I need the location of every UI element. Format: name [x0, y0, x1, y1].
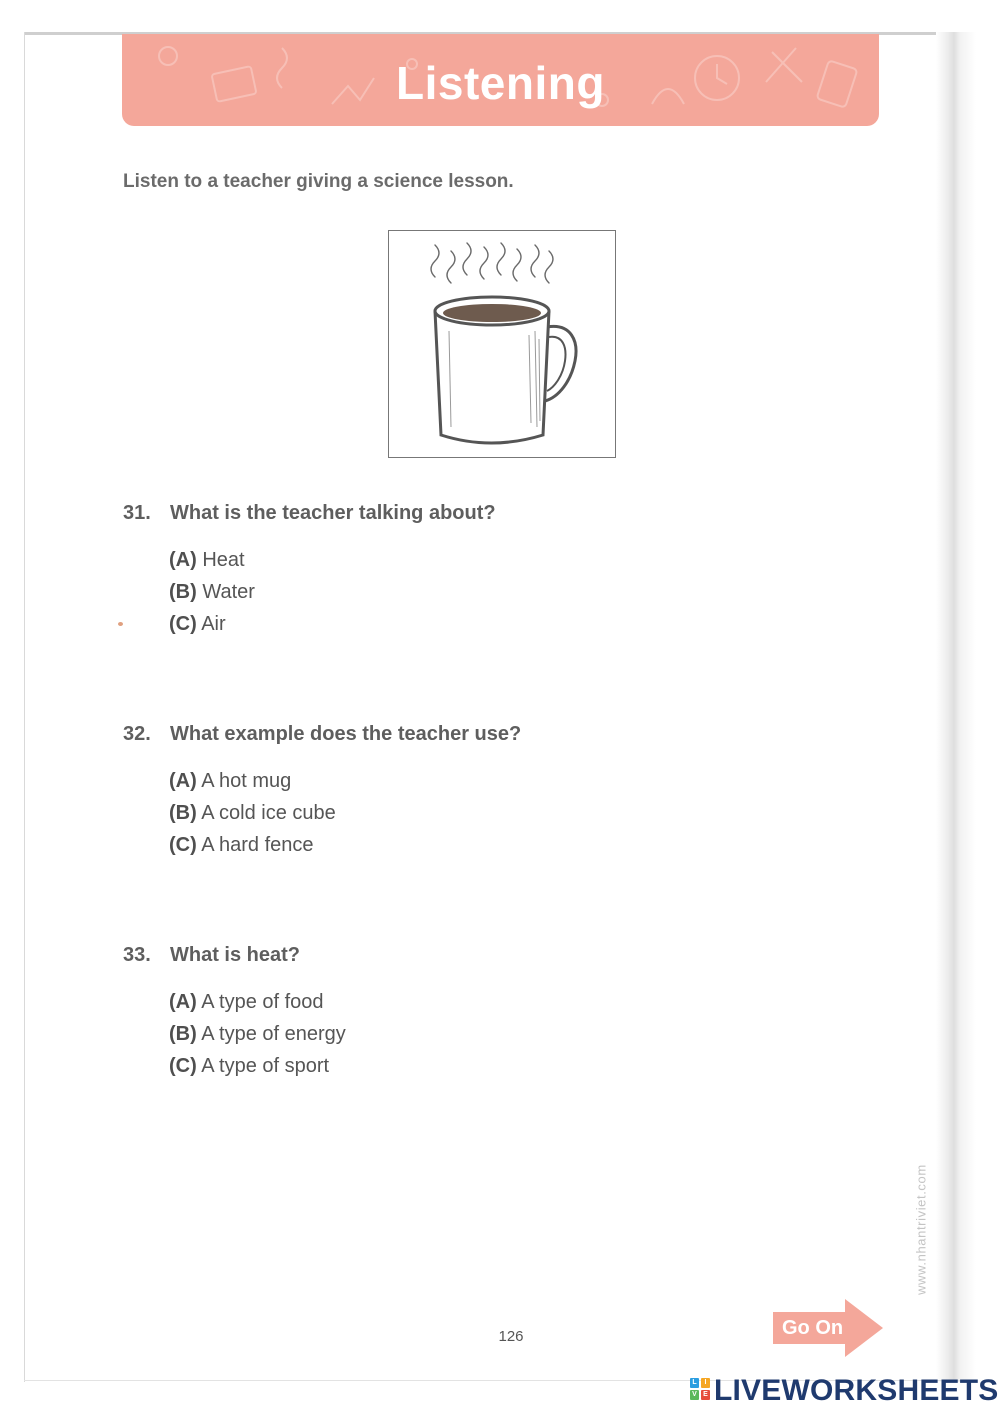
option-letter: (A)	[169, 991, 197, 1013]
option-text: Water	[202, 581, 255, 603]
question-32	[123, 723, 823, 865]
picture-frame	[388, 230, 616, 458]
option-text: A type of energy	[201, 1023, 346, 1045]
answer-option-c[interactable]	[169, 833, 823, 865]
option-text: A type of food	[201, 991, 324, 1013]
page-title: Listening	[396, 57, 605, 109]
answer-options	[169, 548, 823, 644]
answer-option-c[interactable]	[169, 612, 823, 644]
answer-options	[169, 769, 823, 865]
answer-option-b[interactable]	[169, 801, 823, 833]
question-text: What example does the teacher use?	[170, 723, 522, 745]
option-text: Heat	[202, 549, 245, 571]
question-text: What is heat?	[170, 944, 301, 966]
liveworksheets-logo[interactable]	[690, 1374, 999, 1408]
question-header	[123, 502, 823, 528]
page-binding-shadow	[936, 32, 976, 1382]
question-number: 31.	[123, 502, 151, 524]
option-letter: (A)	[169, 549, 197, 571]
page-number: 126	[498, 1328, 524, 1345]
option-letter: (B)	[169, 581, 197, 603]
logo-text: LIVEWORKSHEETS	[714, 1374, 999, 1407]
question-header	[123, 723, 823, 749]
answer-option-a[interactable]	[169, 548, 823, 580]
page-left-edge	[24, 32, 25, 1382]
answer-option-a[interactable]	[169, 769, 823, 801]
hot-mug-icon	[389, 231, 615, 457]
question-text: What is the teacher talking about?	[170, 502, 496, 524]
publisher-website	[913, 1152, 929, 1308]
option-text: A hot mug	[201, 770, 292, 792]
instructions-text: Listen to a teacher giving a science lesson.	[123, 171, 514, 192]
option-letter: (C)	[169, 1055, 197, 1077]
answer-options	[169, 990, 823, 1086]
option-letter: (B)	[169, 1023, 197, 1045]
section-banner	[122, 34, 879, 126]
logo-cell: I	[701, 1378, 710, 1388]
option-text: Air	[201, 613, 226, 635]
option-letter: (B)	[169, 802, 197, 824]
answer-option-b[interactable]	[169, 1022, 823, 1054]
go-on-button[interactable]	[773, 1299, 885, 1357]
option-text: A cold ice cube	[201, 802, 336, 824]
question-header	[123, 944, 823, 970]
option-letter: (C)	[169, 613, 197, 635]
question-33	[123, 944, 823, 1086]
question-number: 33.	[123, 944, 151, 966]
logo-grid-icon	[690, 1378, 712, 1402]
question-number: 32.	[123, 723, 151, 745]
answer-option-a[interactable]	[169, 990, 823, 1022]
option-text: A hard fence	[201, 834, 314, 856]
scan-mark	[118, 622, 123, 626]
option-letter: (C)	[169, 834, 197, 856]
publisher-website-text: www.nhantriviet.com	[913, 1164, 929, 1295]
answer-option-b[interactable]	[169, 580, 823, 612]
go-on-label: Go On	[782, 1317, 844, 1339]
logo-cell: E	[701, 1390, 710, 1400]
answer-option-c[interactable]	[169, 1054, 823, 1086]
logo-cell: L	[690, 1378, 699, 1388]
option-letter: (A)	[169, 770, 197, 792]
logo-cell: V	[690, 1390, 699, 1400]
question-31	[123, 502, 823, 644]
option-text: A type of sport	[201, 1055, 330, 1077]
